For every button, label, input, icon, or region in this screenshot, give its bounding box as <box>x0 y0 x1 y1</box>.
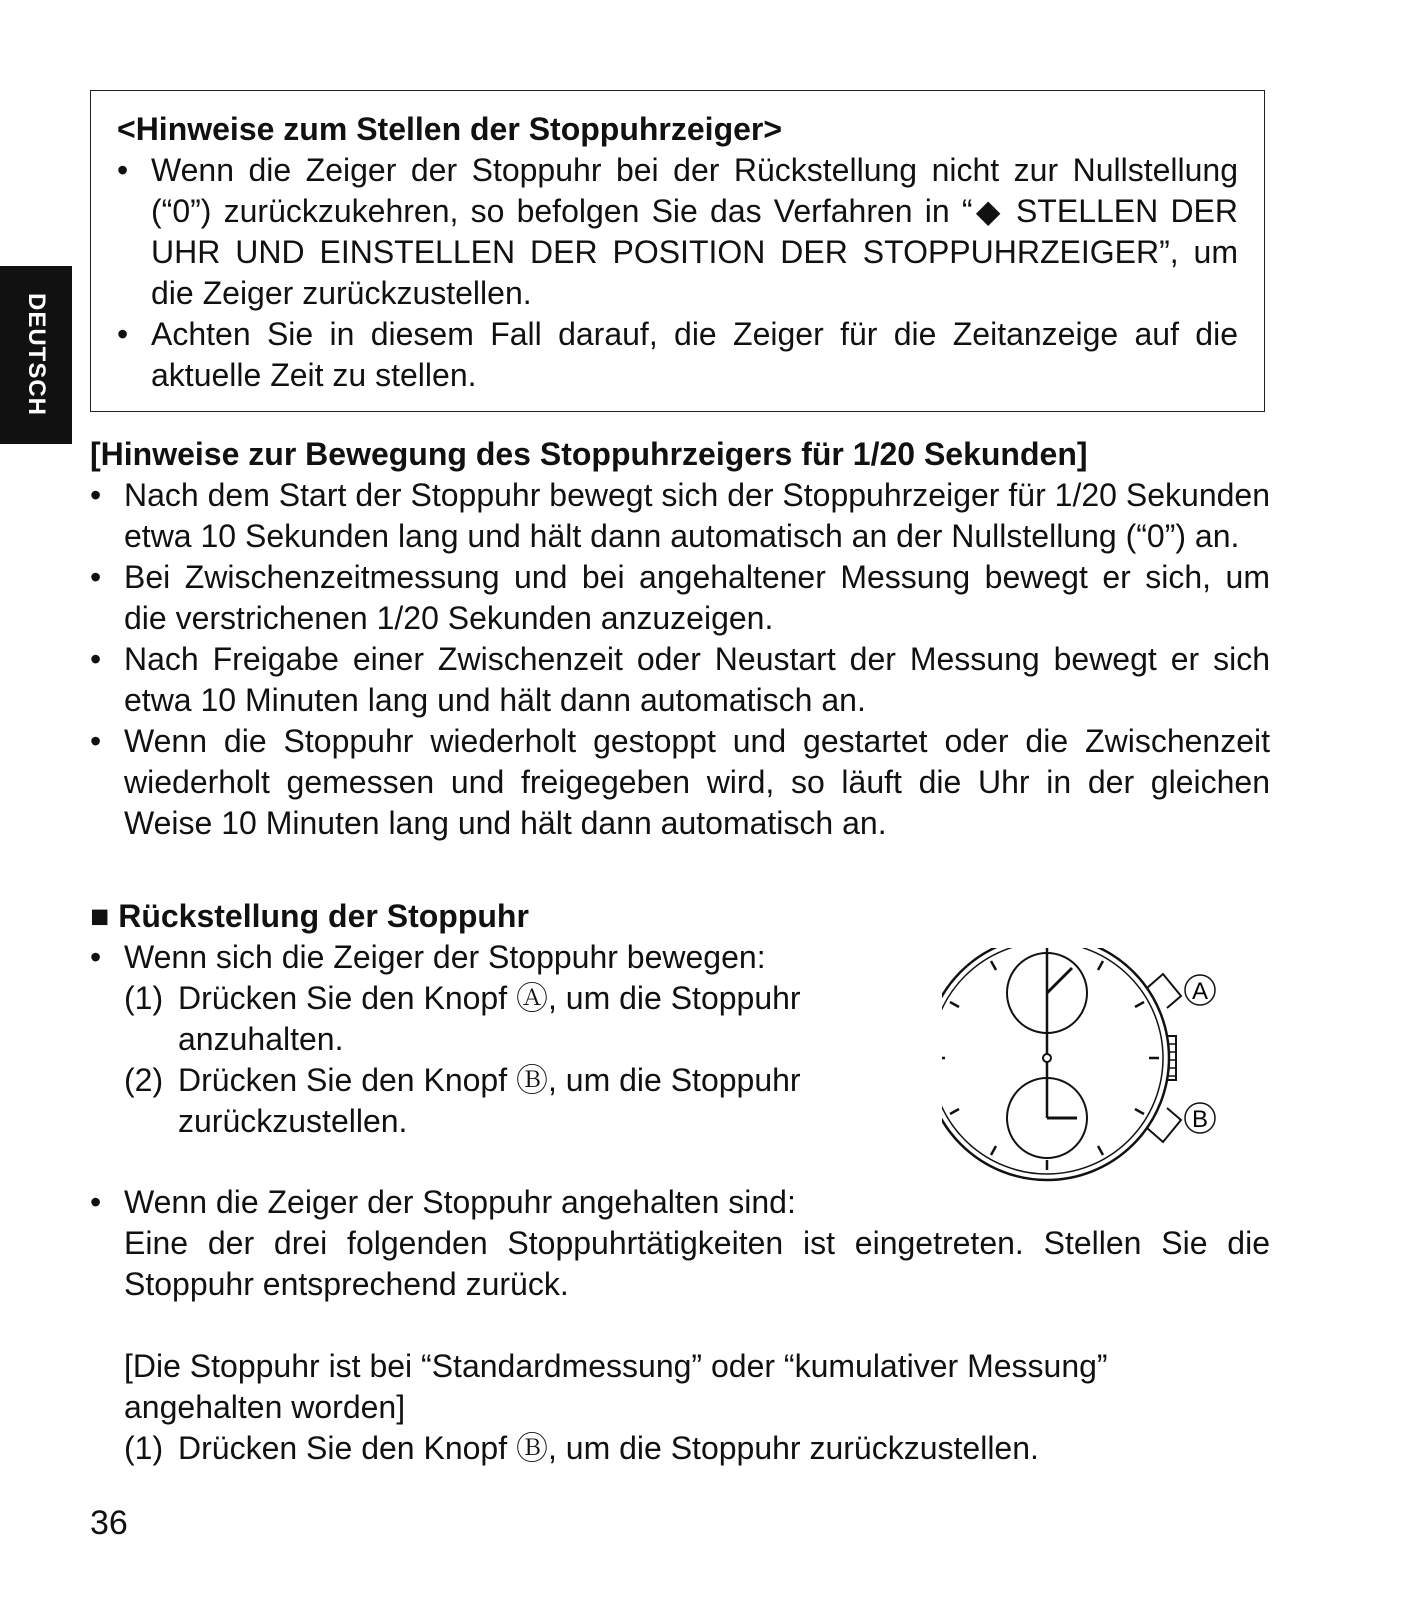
list-item: • Nach dem Start der Stoppuhr bewegt sich der Stoppuhrzeiger für 1/20 Sekunden etwa 10 Sekunden lang und hält dann automatisch an der Nullstellung (“0”) an. <box>90 477 1270 554</box>
label-b: B <box>1191 1106 1209 1133</box>
list-item: • Wenn sich die Zeiger der Stoppuhr bewegen: <box>90 939 766 975</box>
note-box-title: <Hinweise zum Stellen der Stoppuhrzeiger> <box>117 111 783 147</box>
bracket-note: [Die Stoppuhr ist bei “Standardmessung” oder “kumulativer Messung” angehalten worden] <box>124 1348 1108 1425</box>
label-a: A <box>1191 978 1209 1005</box>
note-bullet: • Achten Sie in diesem Fall darauf, die Zeiger für die Zeitanzeige auf die aktuelle Zeit zu stellen. <box>117 314 1238 396</box>
section-heading: ■ Rückstellung der Stoppuhr <box>90 898 529 934</box>
list-item: • Nach Freigabe einer Zwischenzeit oder Neustart der Messung bewegt er sich etwa 10 Minuten lang und hält dann automatisch an. <box>90 641 1270 718</box>
step-item: (2) Drücken Sie den Knopf Ⓑ, um die Stoppuhr zurückzustellen. <box>124 1062 801 1139</box>
step-item: (1) Drücken Sie den Knopf Ⓑ, um die Stoppuhr zurückzustellen. <box>124 1430 1039 1466</box>
watch-face-illustration <box>942 948 1242 1208</box>
list-item: • Bei Zwischenzeitmessung und bei angehaltener Messung bewegt er sich, um die verstrichenen 1/20 Sekunden anzuzeigen. <box>90 559 1270 636</box>
note-bullet-text: Achten Sie in diesem Fall darauf, die Zeiger für die Zeitanzeige auf die aktuelle Zeit zu stellen. <box>151 316 1238 393</box>
note-box <box>90 90 1265 412</box>
watch-diagram <box>942 948 1242 1213</box>
center-pin <box>1043 1054 1051 1062</box>
page-number: 36 <box>90 1504 128 1542</box>
list-item: • Wenn die Stoppuhr wiederholt gestoppt und gestartet oder die Zwischenzeit wiederholt gemessen und freigegeben wird, so läuft die Uhr in der gleichen Weise 10 Minuten lang und hält dann automatisch an. <box>90 723 1270 841</box>
language-tab <box>0 266 72 444</box>
list-item: • Wenn die Zeiger der Stoppuhr angehalten sind: Eine der drei folgenden Stoppuhrtätigkeiten ist eingetreten. Stellen Sie die Stoppuhr entsprechend zurück. <box>90 1184 1270 1302</box>
section-heading: [Hinweise zur Bewegung des Stoppuhrzeigers für 1/20 Sekunden] <box>90 436 1088 472</box>
language-tab-label: DEUTSCH <box>23 293 50 417</box>
note-bullet-text: Wenn die Zeiger der Stoppuhr bei der Rückstellung nicht zur Nullstellung (“0”) zurückzukehren, so befolgen Sie das Verfahren in “◆ STELLEN DER UHR UND EINSTELLEN DER POSITION DER STOPPUHRZEIGER”, um die Zeiger zurückzustellen. <box>151 152 1238 311</box>
section-hands-movement <box>90 434 1270 844</box>
note-bullet: • Wenn die Zeiger der Stoppuhr bei der Rückstellung nicht zur Nullstellung (“0”) zurückzukehren, so befolgen Sie das Verfahren in “◆ STELLEN DER UHR UND EINSTELLEN DER POSITION DER STOPPUHRZEIGER”, um die Zeiger zurückzustellen. <box>117 150 1238 314</box>
step-item: (1) Drücken Sie den Knopf Ⓐ, um die Stoppuhr anzuhalten. <box>124 980 801 1057</box>
